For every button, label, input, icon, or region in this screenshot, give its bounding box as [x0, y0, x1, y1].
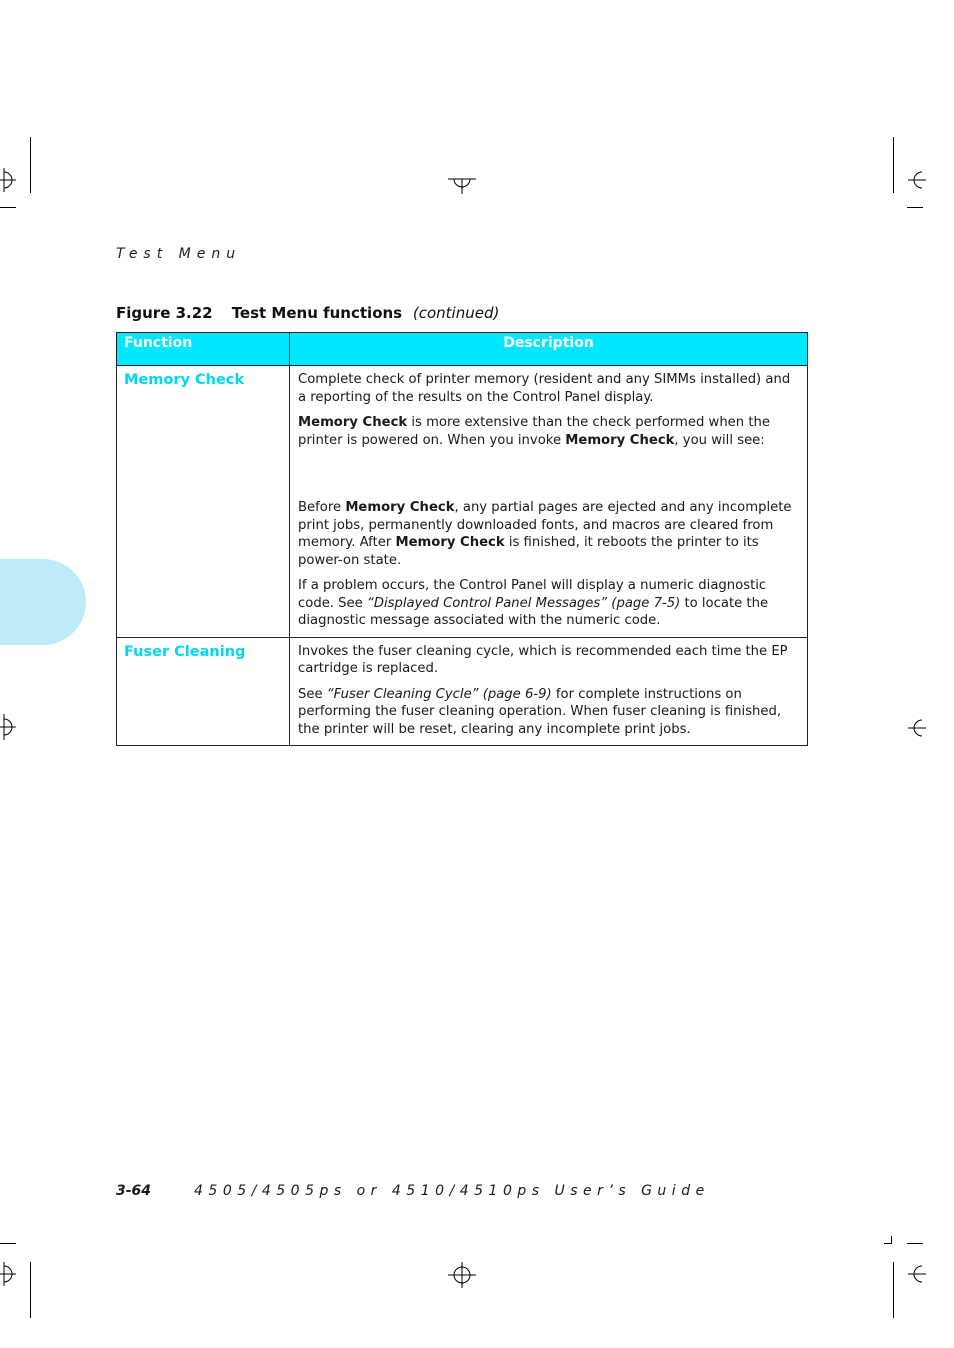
- section-header: Test Menu: [116, 246, 242, 262]
- text-run: Before: [298, 500, 346, 515]
- description-paragraph: [298, 577, 799, 630]
- crop-mark: [0, 1243, 16, 1244]
- bold-term: Memory Check: [565, 432, 675, 448]
- text-run: , you will see:: [674, 432, 765, 448]
- registration-mark-icon: [906, 168, 926, 192]
- description-paragraph: Complete check of printer memory (resident and any SIMMs installed) and a reporting of the results on the Control Panel display.: [298, 372, 791, 405]
- figure-note: (continued): [412, 304, 500, 322]
- test-menu-table: [116, 332, 808, 746]
- description-cell: [290, 637, 808, 746]
- crop-mark: [907, 207, 923, 208]
- text-run: If a problem occurs, the Control Panel will display a numeric diagnostic code. See: [298, 578, 767, 611]
- crop-mark: [893, 137, 894, 193]
- registration-mark-icon: [906, 716, 926, 740]
- guide-title: 4505/4505ps or 4510/4510ps User’s Guide: [194, 1183, 710, 1199]
- registration-mark-icon: [0, 168, 16, 192]
- figure-label: Figure 3.22: [116, 304, 213, 322]
- description-paragraph: [298, 414, 799, 449]
- table-row: [117, 637, 808, 746]
- cross-reference: “Displayed Control Panel Messages” (page 7-5): [366, 595, 681, 611]
- registration-mark-icon: [0, 1262, 16, 1286]
- crop-mark: [30, 1262, 31, 1318]
- text-run: , any partial pages are ejected and any incomplete print jobs, permanently downloaded fonts, and macros are cleared from memory. After: [298, 500, 792, 550]
- crop-mark: [907, 1243, 923, 1244]
- text-run: for complete instructions on performing the fuser cleaning operation. When fuser cleaning is finished, the printer will be reset, clearing any incomplete print jobs.: [298, 686, 782, 737]
- crop-mark: [891, 1236, 892, 1244]
- registration-mark-icon: [448, 174, 476, 194]
- table-header-row: [117, 333, 808, 366]
- column-header-description: Description: [290, 333, 808, 366]
- function-memory-check: Memory Check: [117, 366, 290, 638]
- text-run: is more extensive than the check performed when the printer is powered on. When you invoke: [298, 415, 770, 448]
- crop-mark: [30, 137, 31, 193]
- figure-caption: [116, 304, 499, 322]
- bold-term: Memory Check: [395, 535, 505, 550]
- description-paragraph: Invokes the fuser cleaning cycle, which is recommended each time the EP cartridge is replaced.: [298, 643, 788, 676]
- bold-term: Memory Check: [345, 500, 455, 515]
- registration-mark-icon: [448, 1262, 476, 1288]
- crop-mark: [893, 1262, 894, 1318]
- text-run: to locate the diagnostic message associated with the numeric code.: [298, 595, 769, 628]
- crop-mark: [0, 207, 16, 208]
- bold-term: Memory Check: [298, 415, 408, 430]
- text-run: is finished, it reboots the printer to its power-on state.: [298, 535, 759, 568]
- column-header-function: Function: [117, 333, 290, 366]
- function-fuser-cleaning: Fuser Cleaning: [117, 637, 290, 746]
- registration-mark-icon: [906, 1262, 926, 1286]
- cross-reference: “Fuser Cleaning Cycle” (page 6-9): [326, 686, 552, 702]
- registration-mark-icon: [0, 714, 16, 740]
- description-cell: [290, 366, 808, 638]
- table-row: [117, 366, 808, 638]
- page-number: 3-64: [116, 1183, 152, 1199]
- description-paragraph: [298, 686, 799, 739]
- figure-title: Test Menu functions: [231, 304, 403, 322]
- text-run: See: [298, 686, 327, 702]
- description-paragraph: [298, 499, 799, 569]
- spacer: [298, 457, 799, 499]
- chapter-tab: [0, 559, 86, 645]
